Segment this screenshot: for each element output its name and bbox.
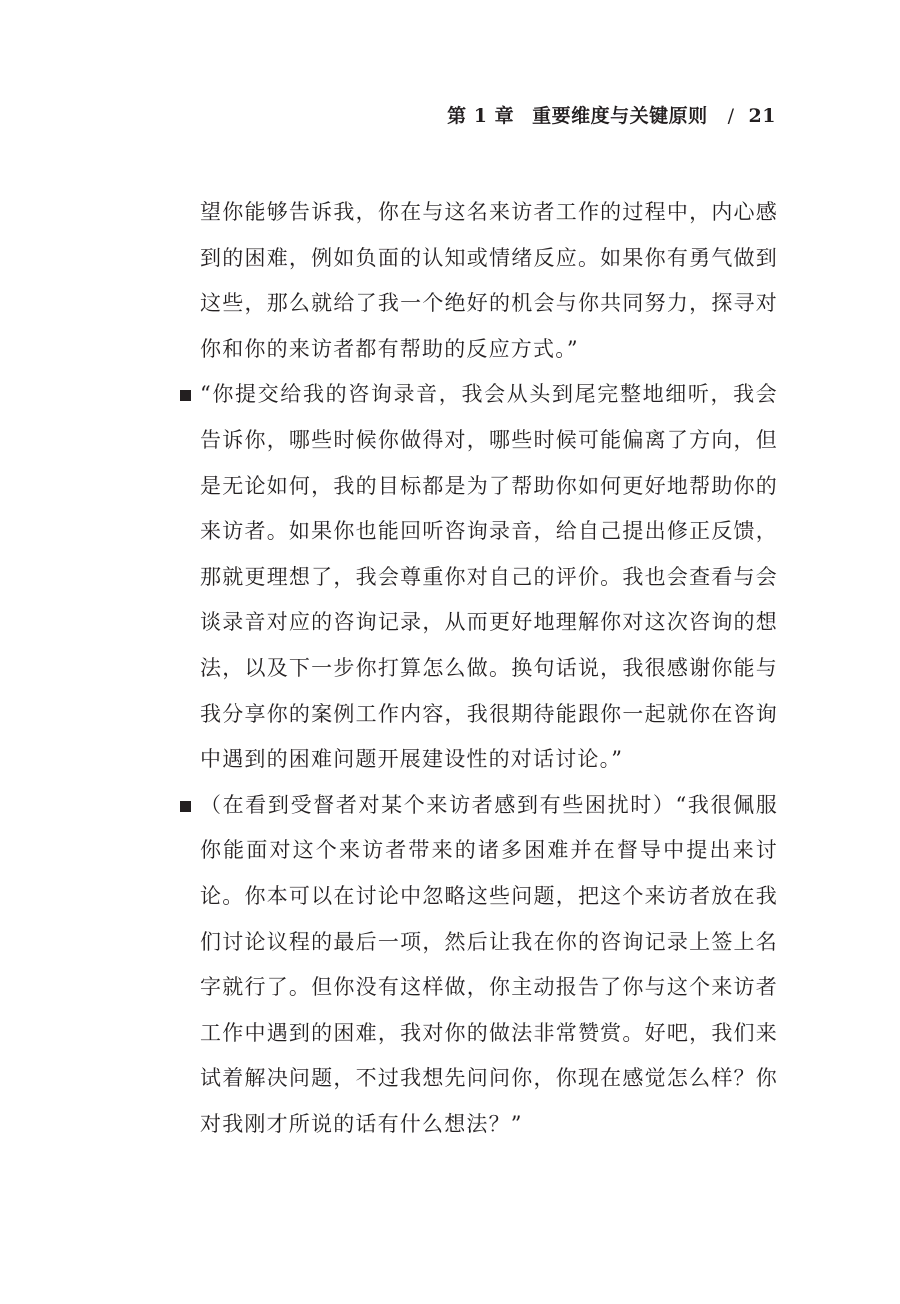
body-text [200,190,778,1147]
paragraph-text: “你提交给我的咨询录音，我会从头到尾完整地细听，我会告诉你，哪些时候你做得对，哪些时候可能偏离了方向，但是无论如何，我的目标都是为了帮助你如何更好地帮助你的来访者。如果你也能回听咨询录音，给自己提出修正反馈，那就更理想了，我会尊重你对自己的评价。我也会查看与会谈录音对应的咨询记录，从而更好地理解你对这次咨询的想法，以及下一步你打算怎么做。换句话说，我很感谢你能与我分享你的案例工作内容，我很期待能跟你一起就你在咨询中遇到的困难问题开展建设性的对话讨论。” [200,382,778,772]
chapter-label: 第 1 章 [447,105,515,127]
square-bullet-icon [180,390,191,401]
square-bullet-icon [180,801,191,812]
chapter-title: 重要维度与关键原则 [532,105,708,127]
bullet-item [200,783,778,1148]
paragraph-text: 望你能够告诉我，你在与这名来访者工作的过程中，内心感到的困难，例如负面的认知或情绪反应。如果你有勇气做到这些，那么就给了我一个绝好的机会与你共同努力，探寻对你和你的来访者都有帮助的反应方式。” [200,200,778,361]
running-head [447,100,776,132]
paragraph-text: （在看到受督者对某个来访者感到有些困扰时）“我很佩服你能面对这个来访者带来的诸多困难并在督导中提出来讨论。你本可以在讨论中忽略这些问题，把这个来访者放在我们讨论议程的最后一项，然后让我在你的咨询记录上签上名字就行了。但你没有这样做，你主动报告了你与这个来访者工作中遇到的困难，我对你的做法非常赞赏。好吧，我们来试着解决问题，不过我想先问问你，你现在感觉怎么样？你对我刚才所说的话有什么想法？” [200,792,778,1136]
header-separator: / [727,105,735,127]
bullet-item [200,372,778,782]
paragraph-continued [200,190,778,372]
page-number: 21 [748,105,776,127]
